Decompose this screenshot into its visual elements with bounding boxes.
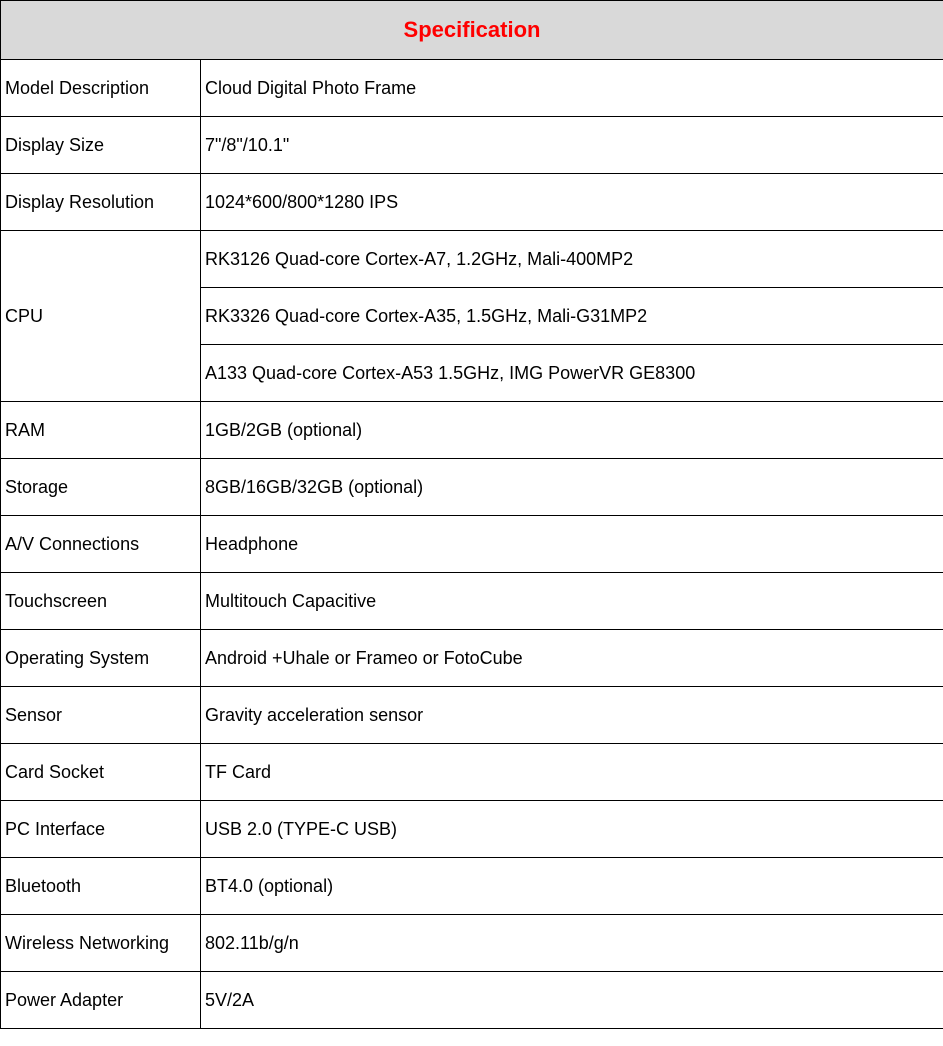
spec-label: PC Interface (1, 801, 201, 858)
spec-value: 802.11b/g/n (201, 915, 943, 972)
table-row (1, 915, 943, 972)
table-row (1, 174, 943, 231)
spec-value: Multitouch Capacitive (201, 573, 943, 630)
title-row (1, 1, 943, 60)
table-row (1, 459, 943, 516)
table-row (1, 231, 943, 288)
spec-label: Wireless Networking (1, 915, 201, 972)
spec-value: RK3326 Quad-core Cortex-A35, 1.5GHz, Mali-G31MP2 (201, 288, 943, 345)
table-row (1, 972, 943, 1029)
table-title: Specification (1, 1, 943, 60)
spec-value: 1GB/2GB (optional) (201, 402, 943, 459)
table-row (1, 858, 943, 915)
table-row (1, 516, 943, 573)
spec-value: RK3126 Quad-core Cortex-A7, 1.2GHz, Mali-400MP2 (201, 231, 943, 288)
spec-value: USB 2.0 (TYPE-C USB) (201, 801, 943, 858)
table-row (1, 630, 943, 687)
spec-value: 8GB/16GB/32GB (optional) (201, 459, 943, 516)
spec-value: Cloud Digital Photo Frame (201, 60, 943, 117)
spec-label: Card Socket (1, 744, 201, 801)
spec-value: 7"/8"/10.1" (201, 117, 943, 174)
spec-value: 5V/2A (201, 972, 943, 1029)
table-row (1, 402, 943, 459)
spec-value: Headphone (201, 516, 943, 573)
spec-label: Display Size (1, 117, 201, 174)
spec-label: Touchscreen (1, 573, 201, 630)
spec-value: Gravity acceleration sensor (201, 687, 943, 744)
table-row (1, 117, 943, 174)
table-row (1, 60, 943, 117)
table-row (1, 687, 943, 744)
spec-label: Display Resolution (1, 174, 201, 231)
spec-label: Sensor (1, 687, 201, 744)
spec-label: Operating System (1, 630, 201, 687)
spec-label: Power Adapter (1, 972, 201, 1029)
spec-label: RAM (1, 402, 201, 459)
spec-label: Storage (1, 459, 201, 516)
table-row (1, 801, 943, 858)
spec-value: TF Card (201, 744, 943, 801)
table-row (1, 573, 943, 630)
spec-label: Model Description (1, 60, 201, 117)
spec-label: A/V Connections (1, 516, 201, 573)
spec-value: Android +Uhale or Frameo or FotoCube (201, 630, 943, 687)
table-row (1, 744, 943, 801)
spec-value: A133 Quad-core Cortex-A53 1.5GHz, IMG PowerVR GE8300 (201, 345, 943, 402)
spec-label: Bluetooth (1, 858, 201, 915)
spec-value: BT4.0 (optional) (201, 858, 943, 915)
spec-label: CPU (1, 231, 201, 402)
spec-value: 1024*600/800*1280 IPS (201, 174, 943, 231)
